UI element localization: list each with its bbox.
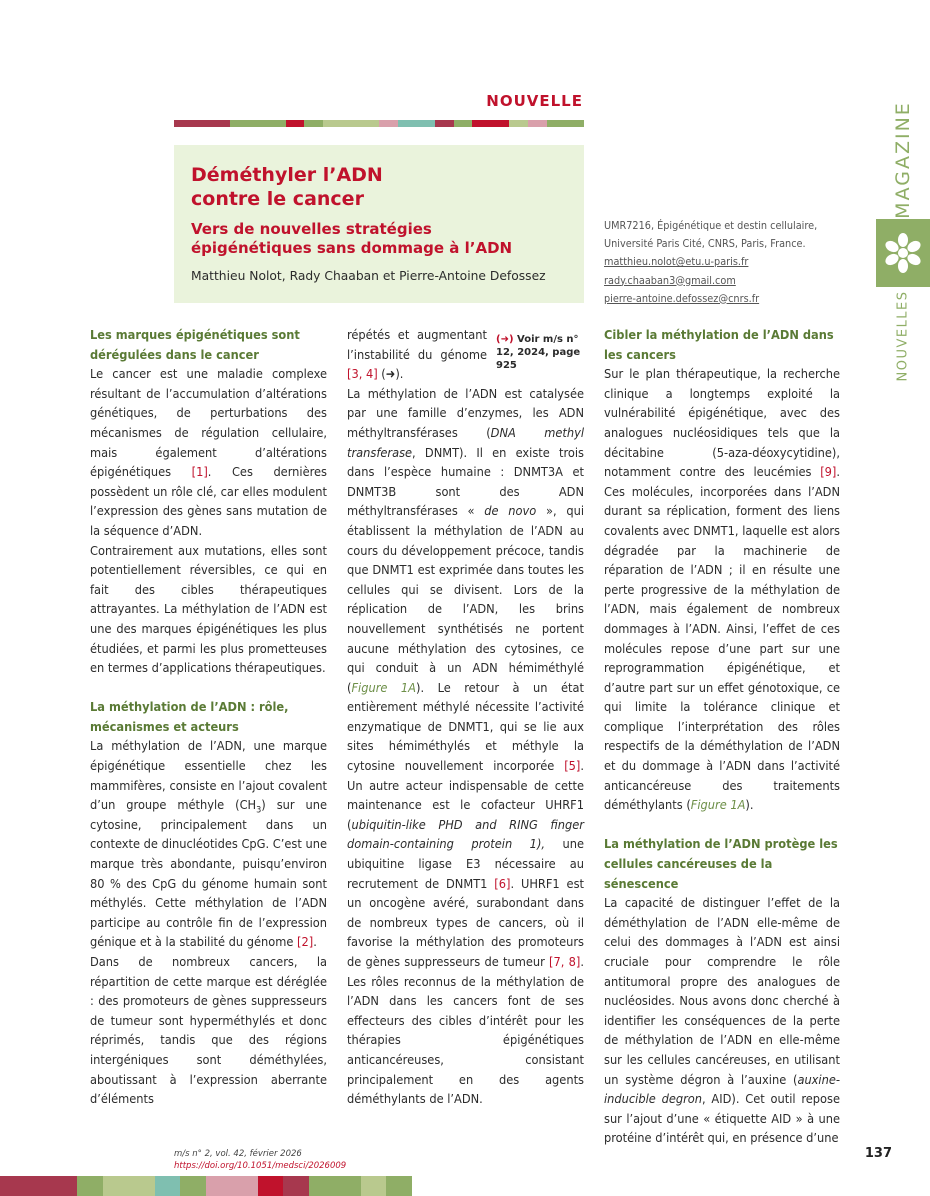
stripe-segment xyxy=(472,120,509,127)
page-number: 137 xyxy=(864,1146,892,1161)
stripe-segment xyxy=(283,1176,309,1196)
heading-senescence: La méthylation de l’ADN protège les cellules cancéreuses de la sénescence xyxy=(604,836,838,891)
stripe-segment xyxy=(77,1176,103,1196)
stripe-segment xyxy=(155,1176,181,1196)
reference-link[interactable]: [7, 8] xyxy=(549,954,581,969)
affiliation-line-1: UMR7216, Épigénétique et destin cellulaire, xyxy=(604,219,818,232)
paragraph: La méthylation de l’ADN est catalysée par une famille d’enzymes, les ADN méthyltransférases (DNA methyl transferase, DNMT). Il en existe trois dans l’espèce humaine : DNMT3A et DNMT3B sont des ADN méthyltransférases « de novo », qui établissent la méthylation de l’ADN au cours du développement précoce, tandis que DNMT1 est exprimée dans toutes les cellules qui se divisent. Lors de la réplication de l’ADN, les brins nouvellement synthétisés ne portent aucune méthylation des cytosines, ce qui conduit à un ADN hémiméthylé (Figure 1A). Le retour à un état entièrement méthylé nécessite l’activité enzymatique de DNMT1, qui se lie aux sites hémiméthylés et méthyle la cytosine nouvellement incorporée [5]. Un autre acteur indispensable de cette maintenance est le cofacteur UHRF1 (ubiquitin-like PHD and RING finger domain-containing protein 1), une ubiquitine ligase E3 nécessaire au recrutement de DNMT1 [6]. UHRF1 est un oncogène avéré, surabondant dans de nombreux types de cancers, où il favorise la méthylation des promoteurs de gènes suppresseurs de tumeur [7, 8]. Les rôles reconnus de la méthylation de l’ADN dans les cancers font de ses effecteurs des cibles d’intérêt pour les thérapies épigénétiques anticancéreuses, consistant principalement en des agents déméthylants de l’ADN. xyxy=(347,385,585,1107)
stripe-segment xyxy=(211,120,230,127)
reference-link[interactable]: [1] xyxy=(191,464,208,480)
top-color-stripe xyxy=(174,120,584,127)
reference-link[interactable]: [3, 4] xyxy=(347,366,378,382)
reference-link[interactable]: [9] xyxy=(820,464,837,480)
subtitle-line-2: épigénétiques sans dommage à l’ADN xyxy=(191,239,513,257)
stripe-segment xyxy=(304,120,323,127)
title-line-1: Déméthyler l’ADN xyxy=(191,164,383,186)
journal-citation: m/s n° 2, vol. 42, février 2026 xyxy=(174,1149,302,1159)
stripe-segment xyxy=(435,120,454,127)
stripe-segment xyxy=(509,120,528,127)
heading-targeting-methylation: Cibler la méthylation de l’ADN dans les cancers xyxy=(604,327,834,362)
section-tab xyxy=(876,219,930,287)
heading-dna-methylation-role: La méthylation de l’ADN : rôle, mécanismes et acteurs xyxy=(90,699,289,734)
stripe-segment xyxy=(286,120,305,127)
figure-link[interactable]: Figure 1A xyxy=(690,797,746,813)
stripe-segment xyxy=(360,120,379,127)
stripe-segment xyxy=(180,1176,206,1196)
stripe-segment xyxy=(398,120,435,127)
magazine-text: MAGAZINE xyxy=(892,101,914,219)
reference-link[interactable]: [6] xyxy=(494,875,511,891)
paragraph: Sur le plan thérapeutique, la recherche clinique a longtemps exploité la vulnérabilité épigénétique, avec des analogues nucléosidiques tels que la décitabine (5-aza-déoxycytidine), notamment contre des leucémies [9]. Ces molécules, incorporées dans l’ADN durant sa réplication, forment des liens covalents avec DNMT1, laquelle est alors dégradée par la machinerie de réparation de l’ADN ; il en résulte une perte progressive de la méthylation de l’ADN, mais également de nombreux dommages à l’ADN. Ainsi, l’effet de ces molécules repose d’une part sur une reprogrammation épigénétique, et d’autre part sur un effet génotoxique, ce qui limite la tolérance clinique et complique l’interprétation des rôles respectifs de la déméthylation de l’ADN et du dommage à l’ADN dans l’activité anticancéreuse des traitements déméthylants (Figure 1A). xyxy=(604,366,840,813)
paragraph: La capacité de distinguer l’effet de la déméthylation de l’ADN elle-même de celui des dommages à l’ADN est ainsi cruciale pour comprendre le rôle antitumoral propre des analogues de nucléosides. Nous avons donc cherché à identifier les conséquences de la perte de méthylation de l’ADN en elle-même sur les cellules cancéreuses, en utilisant un système dégron à l’auxine (auxine-inducible degron, AID). Cet outil repose sur l’ajout d’une « étiquette AID » à une protéine d’intérêt qui, en présence d’une xyxy=(604,895,840,1146)
stripe-segment xyxy=(258,1176,284,1196)
stripe-segment xyxy=(249,120,286,127)
stripe-segment xyxy=(103,1176,155,1196)
stripe-segment xyxy=(206,1176,258,1196)
stripe-segment xyxy=(230,120,249,127)
title-line-2: contre le cancer xyxy=(191,188,364,210)
subtitle-line-1: Vers de nouvelles stratégies xyxy=(191,220,432,238)
heading-epigenetic-marks: Les marques épigénétiques sont dérégulées dans le cancer xyxy=(90,327,300,362)
magazine-tab-label xyxy=(880,101,926,219)
paragraph: La méthylation de l’ADN, une marque épigénétique essentielle chez les mammifères, consiste en l’ajout covalent d’un groupe méthyle $(CH_3)$ sur une cytosine, principalement dans un contexte de dinucléotides CpG. C’est une marque très abondante, puisqu’environ 80 % des CpG du génome humain sont méthylés. Cette méthylation de l’ADN participe au contrôle fin de l’expression génique et à la stabilité du génome [2]. xyxy=(90,738,328,950)
affiliation-line-2: Université Paris Cité, CNRS, Paris, France. xyxy=(604,237,806,251)
text-column-2 xyxy=(347,325,584,1109)
stripe-segment xyxy=(547,120,584,127)
paragraph: Contrairement aux mutations, elles sont potentiellement réversibles, ce qui en fait des cibles thérapeutiques attrayantes. La méthylation de l’ADN est une des marques épigénétiques les plus étudiées, et parmi les plus prometteuses en termes d’applications thérapeutiques. xyxy=(90,542,327,676)
paragraph: Dans de nombreux cancers, la répartition de cette marque est déréglée : des promoteurs de gènes suppresseurs de tumeur sont hyperméthylés et donc réprimés, tandis que des régions intergéniques sont déméthylées, aboutissant à l’expression aberrante d’éléments xyxy=(90,954,327,1107)
paragraph: répétés et augmentant l’instabilité du génome [3, 4] (➜). xyxy=(347,327,487,382)
asterisk-icon xyxy=(884,231,922,275)
stripe-segment xyxy=(0,1176,52,1196)
text-column-1 xyxy=(90,325,327,1109)
article-subtitle xyxy=(191,220,571,258)
paragraph: Le cancer est une maladie complexe résultant de l’accumulation d’altérations génétiques, de perturbations des mécanismes de régulation cellulaire, mais également d’altérations épigénétiques [1]. Ces dernières possèdent un rôle clé, car elles modulent l’expression des gènes sans mutation de la séquence d’ADN. xyxy=(90,366,327,538)
nouvelles-text: NOUVELLES xyxy=(895,290,911,382)
text-column-3 xyxy=(604,325,840,1148)
stripe-segment xyxy=(323,120,360,127)
stripe-segment xyxy=(386,1176,412,1196)
bottom-color-stripe xyxy=(0,1176,412,1196)
affiliation-block xyxy=(604,217,864,308)
article-title xyxy=(191,163,571,211)
cross-reference-note[interactable]: (➜) Voir m/s n° 12, 2024, page 925 xyxy=(496,334,581,371)
stripe-segment xyxy=(454,120,473,127)
section-label: NOUVELLE xyxy=(486,92,583,110)
arrow-icon: (➜) xyxy=(496,334,514,345)
email-link-1[interactable]: matthieu.nolot@etu.u-paris.fr xyxy=(604,255,749,269)
stripe-segment xyxy=(174,120,211,127)
reference-link[interactable]: [5] xyxy=(564,758,581,774)
stripe-segment xyxy=(52,1176,78,1196)
figure-link[interactable]: Figure 1A xyxy=(351,679,416,695)
stripe-segment xyxy=(379,120,398,127)
authors: Matthieu Nolot, Rady Chaaban et Pierre-Antoine Defossez xyxy=(191,269,546,283)
email-link-2[interactable]: rady.chaaban3@gmail.com xyxy=(604,273,736,287)
stripe-segment xyxy=(528,120,547,127)
doi-link[interactable]: https://doi.org/10.1051/medsci/2026009 xyxy=(174,1161,347,1171)
stripe-segment xyxy=(309,1176,361,1196)
reference-link[interactable]: [2] xyxy=(297,934,314,950)
stripe-segment xyxy=(361,1176,387,1196)
email-link-3[interactable]: pierre-antoine.defossez@cnrs.fr xyxy=(604,291,760,305)
nouvelles-tab-label xyxy=(883,290,923,382)
